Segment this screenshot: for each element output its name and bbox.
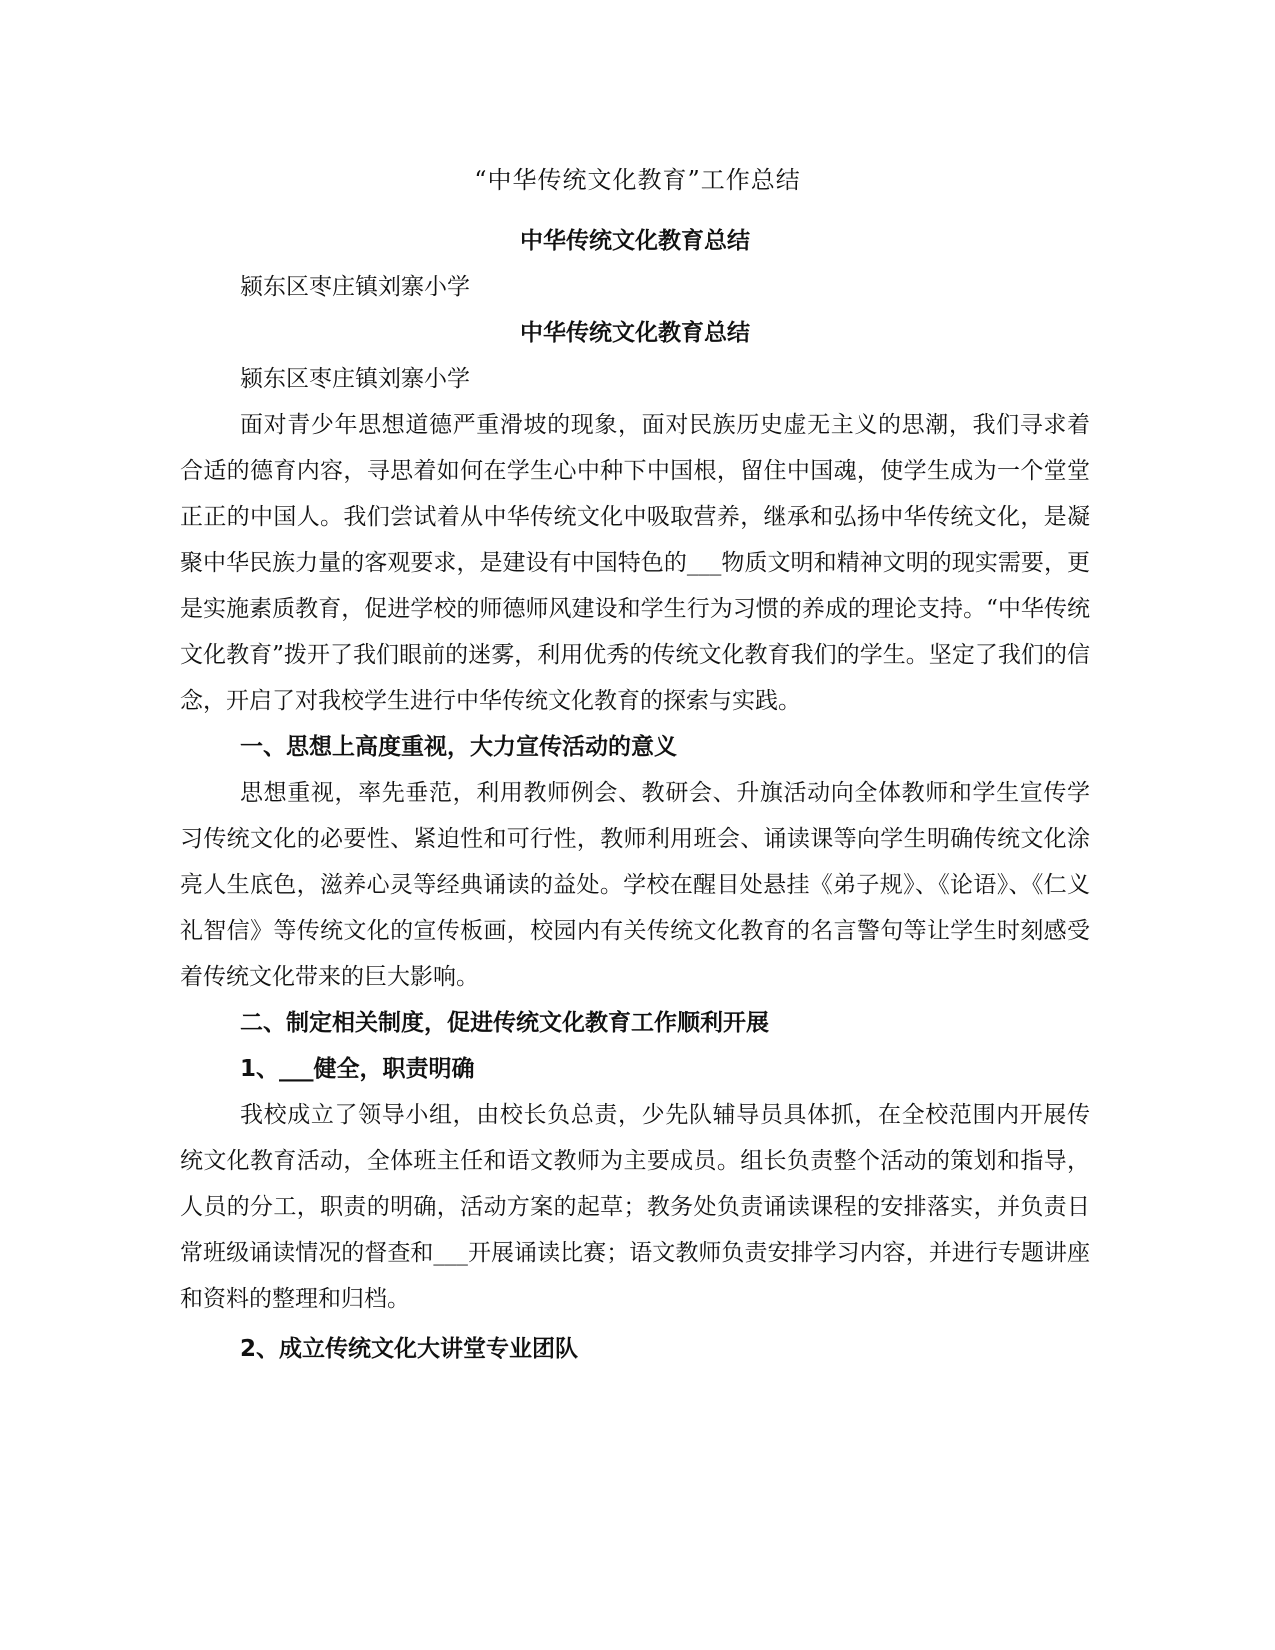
subsection-1-heading: 1、___健全，职责明确 — [240, 1056, 475, 1082]
section-1-paragraph: 思想重视，率先垂范，利用教师例会、教研会、升旗活动向全体教师和学生宣传学习传统文化的必要性、紧迫性和可行性，教师利用班会、诵读课等向学生明确传统文化涂亮人生底色，滋养心灵等经典诵读的益处。学校在醒目处悬挂《弟子规》、《论语》、《仁义礼智信》等传统文化的宣传板画，校园内有关传统文化教育的名言警句等让学生时刻感受着传统文化带来的巨大影响。 — [180, 780, 1090, 990]
subtitle-2: 中华传统文化教育总结 — [520, 320, 750, 346]
section-2-heading: 二、制定相关制度，促进传统文化教育工作顺利开展 — [240, 1010, 769, 1036]
subsection-1-paragraph: 我校成立了领导小组，由校长负总责，少先队辅导员具体抓，在全校范围内开展传统文化教育活动，全体班主任和语文教师为主要成员。组长负责整个活动的策划和指导，人员的分工，职责的明确，活动方案的起草；教务处负责诵读课程的安排落实，并负责日常班级诵读情况的督查和___开展诵读比赛；语文教师负责安排学习内容，并进行专题讲座和资料的整理和归档。 — [180, 1102, 1090, 1312]
document-body — [180, 218, 1090, 1372]
intro-paragraph: 面对青少年思想道德严重滑坡的现象，面对民族历史虚无主义的思潮，我们寻求着合适的德育内容，寻思着如何在学生心中种下中国根，留住中国魂，使学生成为一个堂堂正正的中国人。我们尝试着从中华传统文化中吸取营养，继承和弘扬中华传统文化，是凝聚中华民族力量的客观要求，是建设有中国特色的___物质文明和精神文明的现实需要，更是实施素质教育，促进学校的师德师风建设和学生行为习惯的养成的理论支持。“中华传统文化教育”拨开了我们眼前的迷雾，利用优秀的传统文化教育我们的学生。坚定了我们的信念，开启了对我校学生进行中华传统文化教育的探索与实践。 — [180, 412, 1090, 714]
subtitle-1: 中华传统文化教育总结 — [520, 228, 750, 254]
school-name-1: 颍东区枣庄镇刘寨小学 — [240, 274, 470, 300]
section-1-heading: 一、思想上高度重视，大力宣传活动的意义 — [240, 734, 677, 760]
school-name-2: 颍东区枣庄镇刘寨小学 — [240, 366, 470, 392]
subsection-2-heading: 2、成立传统文化大讲堂专业团队 — [240, 1336, 579, 1362]
document-title: “中华传统文化教育”工作总结 — [474, 166, 801, 194]
